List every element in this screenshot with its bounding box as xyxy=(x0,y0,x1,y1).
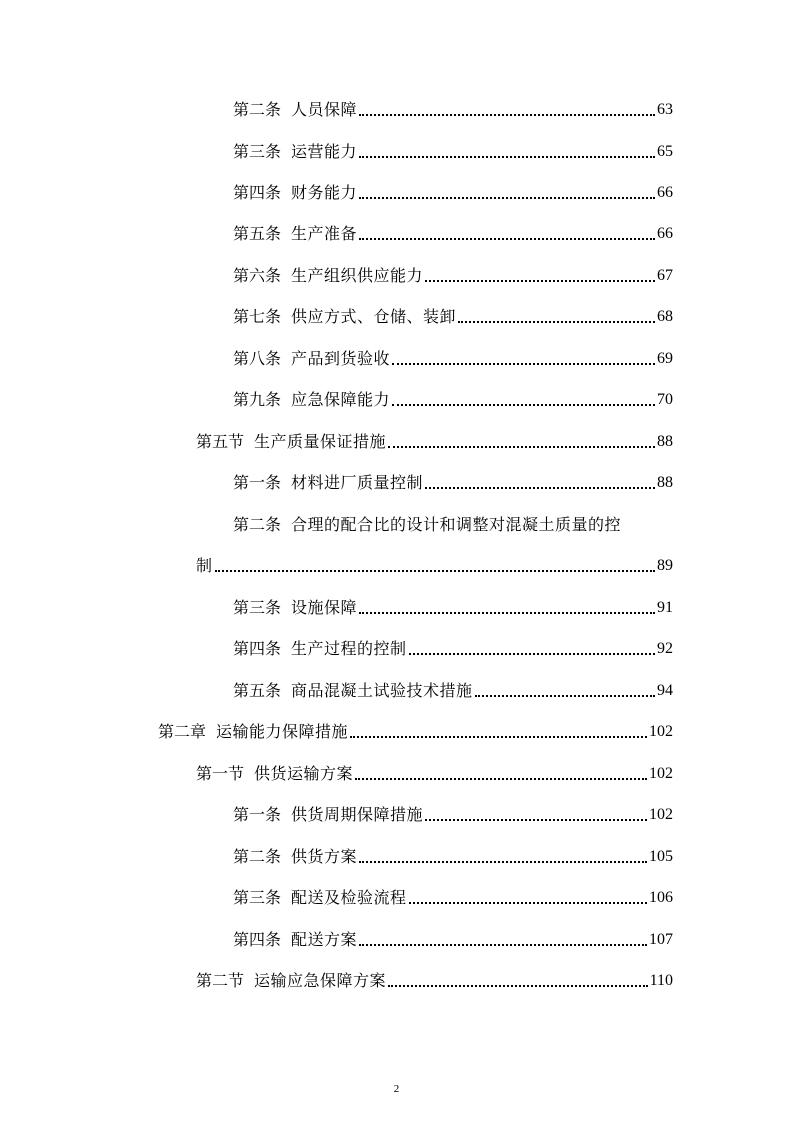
toc-entry-title: 生产过程的控制 xyxy=(291,639,407,658)
toc-entry-page: 88 xyxy=(657,433,673,450)
toc-entry-title: 配送及检验流程 xyxy=(291,888,407,907)
toc-leader-dots xyxy=(409,901,647,904)
toc-leader-dots xyxy=(388,445,655,448)
toc-entry[interactable] xyxy=(233,258,673,286)
toc-leader-dots xyxy=(359,155,655,158)
toc-entry-number: 第四条 xyxy=(233,183,282,202)
toc-entry-title: 供应方式、仓储、装卸 xyxy=(291,307,457,326)
toc-leader-dots xyxy=(359,611,655,614)
toc-entry-title: 运输能力保障措施 xyxy=(216,722,349,741)
toc-entry-page: 91 xyxy=(657,599,673,616)
toc-entry-title: 应急保障能力 xyxy=(291,390,391,409)
toc-leader-dots xyxy=(359,237,655,240)
toc-entry-page: 102 xyxy=(649,765,673,782)
toc-entry-number: 第七条 xyxy=(233,307,282,326)
toc-entry-page: 67 xyxy=(657,267,673,284)
toc-entry-number: 第三条 xyxy=(233,888,282,907)
toc-entry-title: 运营能力 xyxy=(291,142,358,161)
toc-leader-dots xyxy=(215,569,655,572)
toc-entry[interactable] xyxy=(233,880,673,908)
toc-entry-page: 65 xyxy=(657,143,673,160)
toc-entry[interactable] xyxy=(233,839,673,867)
toc-leader-dots xyxy=(475,694,655,697)
toc-entry-page: 105 xyxy=(649,848,673,865)
toc-entry[interactable] xyxy=(233,299,673,327)
toc-leader-dots xyxy=(355,777,647,780)
toc-entry-page: 102 xyxy=(649,806,673,823)
toc-entry[interactable] xyxy=(233,465,673,493)
toc-entry-number: 第二条 xyxy=(233,847,282,866)
toc-entry-title: 配送方案 xyxy=(291,930,358,949)
toc-entry-number: 第二条 xyxy=(233,100,282,119)
toc-leader-dots xyxy=(388,984,648,987)
toc-entry-number: 第五条 xyxy=(233,681,282,700)
toc-entry-page: 107 xyxy=(649,931,673,948)
toc-entry-number: 第二节 xyxy=(196,971,245,990)
toc-entry-title: 制 xyxy=(196,556,213,575)
toc-entry[interactable] xyxy=(233,922,673,950)
toc-entry-page: 94 xyxy=(657,682,673,699)
toc-leader-dots xyxy=(409,652,655,655)
toc-entry-title: 生产组织供应能力 xyxy=(291,266,424,285)
toc-entry-continuation[interactable] xyxy=(196,548,673,576)
toc-entry-number: 第一条 xyxy=(233,805,282,824)
toc-leader-dots xyxy=(458,320,655,323)
toc-entry-page: 110 xyxy=(649,972,673,989)
toc-entry-title: 人员保障 xyxy=(291,100,358,119)
toc-leader-dots xyxy=(425,486,655,489)
toc-entry[interactable] xyxy=(196,424,673,452)
toc-entry-number: 第一条 xyxy=(233,473,282,492)
toc-entry-title: 设施保障 xyxy=(291,598,358,617)
toc-entry[interactable] xyxy=(233,673,673,701)
toc-entry-page: 66 xyxy=(657,225,673,242)
toc-leader-dots xyxy=(359,943,647,946)
toc-entry-page: 69 xyxy=(657,350,673,367)
toc-entry-title: 商品混凝土试验技术措施 xyxy=(291,681,473,700)
toc-entry[interactable] xyxy=(233,631,673,659)
toc-entry-number: 第六条 xyxy=(233,266,282,285)
toc-entry-number: 第九条 xyxy=(233,390,282,409)
toc-entry-number: 第二条 xyxy=(233,515,282,534)
toc-entry-page: 70 xyxy=(657,391,673,408)
toc-entry-title: 合理的配合比的设计和调整对混凝土质量的控 xyxy=(291,515,622,534)
toc-entry-number: 第四条 xyxy=(233,639,282,658)
toc-entry-title: 供货周期保障措施 xyxy=(291,805,424,824)
toc-entry-page: 68 xyxy=(657,308,673,325)
toc-entry-number: 第五节 xyxy=(196,432,245,451)
toc-entry-title: 供货方案 xyxy=(291,847,358,866)
toc-entry-page: 63 xyxy=(657,101,673,118)
toc-entry-title: 材料进厂质量控制 xyxy=(291,473,424,492)
toc-entry-title: 运输应急保障方案 xyxy=(254,971,387,990)
toc-entry[interactable] xyxy=(233,216,673,244)
toc-entry[interactable] xyxy=(233,341,673,369)
toc-entry-page: 106 xyxy=(649,889,673,906)
toc-entry[interactable] xyxy=(233,507,673,535)
toc-entry[interactable] xyxy=(233,382,673,410)
toc-entry-number: 第三条 xyxy=(233,598,282,617)
toc-entry-page: 89 xyxy=(657,557,673,574)
toc-entry-number: 第五条 xyxy=(233,224,282,243)
toc-entry-number: 第四条 xyxy=(233,930,282,949)
toc-entry[interactable] xyxy=(233,797,673,825)
toc-leader-dots xyxy=(350,735,647,738)
toc-leader-dots xyxy=(392,403,655,406)
toc-entry[interactable] xyxy=(158,714,673,742)
toc-leader-dots xyxy=(392,362,655,365)
toc-entry-number: 第二章 xyxy=(158,722,207,741)
toc-entry-page: 102 xyxy=(649,723,673,740)
toc-leader-dots xyxy=(425,279,655,282)
toc-entry-number: 第三条 xyxy=(233,142,282,161)
toc-entry[interactable] xyxy=(233,175,673,203)
toc-entry-page: 88 xyxy=(657,474,673,491)
toc-entry-page: 66 xyxy=(657,184,673,201)
page-number: 2 xyxy=(393,1083,400,1095)
toc-entry[interactable] xyxy=(196,963,673,991)
toc-entry[interactable] xyxy=(233,590,673,618)
toc-entry-title: 生产质量保证措施 xyxy=(254,432,387,451)
toc-entry-title: 财务能力 xyxy=(291,183,358,202)
toc-entry[interactable] xyxy=(196,756,673,784)
toc-entry-page: 92 xyxy=(657,640,673,657)
toc-entry-title: 产品到货验收 xyxy=(291,349,391,368)
toc-entry-title: 生产准备 xyxy=(291,224,358,243)
toc-entry-number: 第一节 xyxy=(196,764,245,783)
toc-entry-number: 第八条 xyxy=(233,349,282,368)
toc-leader-dots xyxy=(359,860,647,863)
toc-leader-dots xyxy=(425,818,647,821)
toc-entry-title: 供货运输方案 xyxy=(254,764,354,783)
toc-entry[interactable] xyxy=(233,92,673,120)
toc-leader-dots xyxy=(359,113,655,116)
toc-entry[interactable] xyxy=(233,134,673,162)
toc-leader-dots xyxy=(359,196,655,199)
